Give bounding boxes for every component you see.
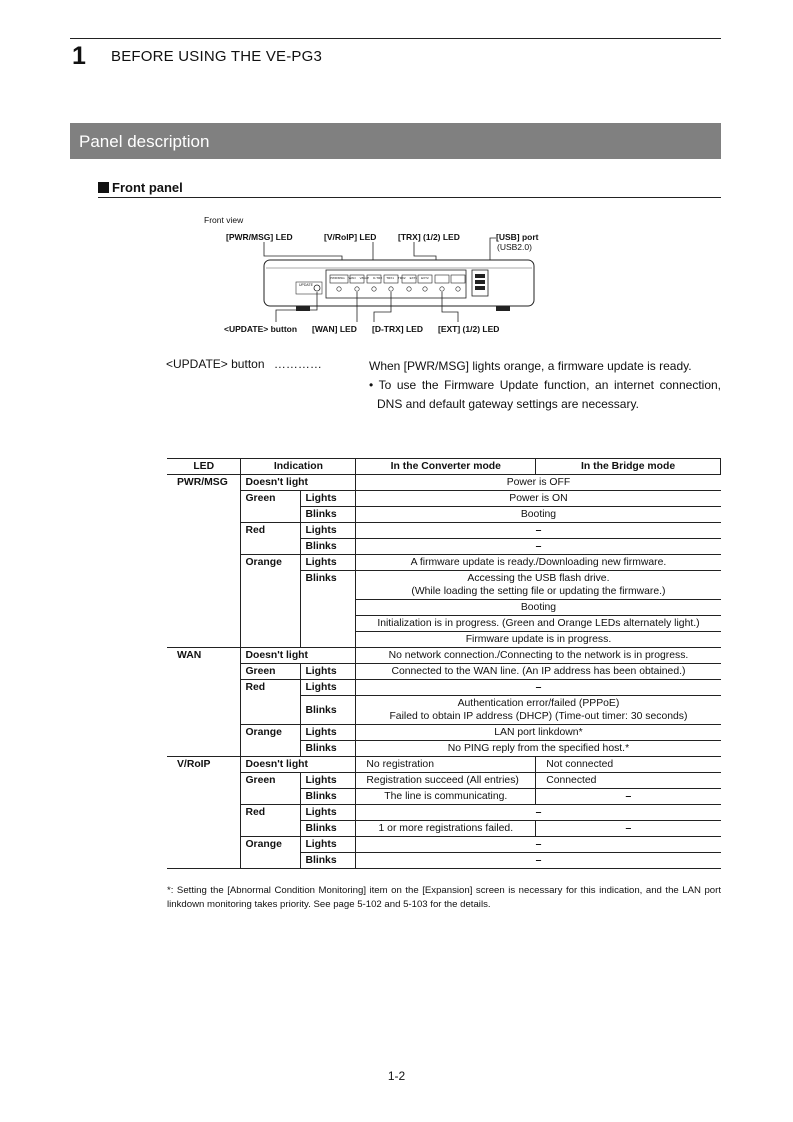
table-row: Red Lights – [167, 523, 721, 539]
pwr-msg-led-label: [PWR/MSG] LED [226, 232, 293, 242]
table-row: Blinks Authentication error/failed (PPPoE) Failed to obtain IP address (DHCP) (Time-out timer: 30 seconds) [167, 696, 721, 725]
ext-led-label: [EXT] (1/2) LED [438, 324, 500, 334]
chapter-title: BEFORE USING THE VE-PG3 [111, 48, 323, 65]
table-row: Blinks Booting [167, 507, 721, 523]
usb-port-sublabel: (USB2.0) [497, 242, 532, 252]
table-row: Blinks 1 or more registrations failed. – [167, 821, 721, 837]
table-row: Blinks Accessing the USB flash drive. (While loading the setting file or updating the firmware.) [167, 571, 721, 600]
top-rule [70, 38, 721, 39]
table-row: Red Lights – [167, 680, 721, 696]
front-panel-diagram [196, 212, 556, 342]
front-view-label: Front view [204, 215, 244, 225]
update-description-term: <UPDATE> button ………… [166, 357, 322, 371]
table-header-row: LED Indication In the Converter mode In the Bridge mode [167, 459, 721, 475]
table-row: Blinks The line is communicating. – [167, 789, 721, 805]
table-row: Blinks No PING reply from the specified host.* [167, 741, 721, 757]
table-row: Green Lights Registration succeed (All entries) Connected [167, 773, 721, 789]
table-row: Red Lights – [167, 805, 721, 821]
panel-led-text: PWR/MSG WAN V/RoIP D-TRX TRX1 TRX2 EXT1 EXT2 [330, 276, 429, 280]
table-row: Green Lights Power is ON [167, 491, 721, 507]
update-button-label: <UPDATE> button [224, 324, 298, 334]
table-row: Orange Lights – [167, 837, 721, 853]
table-row: Blinks – [167, 539, 721, 555]
panel-update-text: UPDATE [299, 283, 313, 287]
v-roip-led-label: [V/RoIP] LED [324, 232, 377, 242]
table-row: Orange Lights A firmware update is ready./Downloading new firmware. [167, 555, 721, 571]
d-trx-led-label: [D-TRX] LED [372, 324, 423, 334]
table-row: Booting [167, 600, 721, 616]
trx-led-label: [TRX] (1/2) LED [398, 232, 460, 242]
led-indication-table [167, 458, 721, 869]
section-title: Panel description [70, 123, 721, 159]
table-row: PWR/MSG Doesn't light Power is OFF [167, 475, 721, 491]
table-row: V/RoIP Doesn't light No registration Not connected [167, 757, 721, 773]
usb-port-label: [USB] port [496, 232, 539, 242]
table-row: Firmware update is in progress. [167, 632, 721, 648]
table-row: Blinks – [167, 853, 721, 869]
update-description: When [PWR/MSG] lights orange, a firmware update is ready. • To use the Firmware Update function, an internet connection, DNS and default gateway settings are necessary. [369, 359, 721, 411]
footnote: *: Setting the [Abnormal Condition Monitoring] item on the [Expansion] screen is necessary for this indication, and the LAN port linkdown monitoring takes priority. See page 5-102 and 5-103 for the details. [167, 885, 721, 910]
page-number: 1-2 [387, 1069, 406, 1083]
square-bullet-icon [98, 182, 109, 193]
table-row: WAN Doesn't light No network connection./Connecting to the network is in progress. [167, 648, 721, 664]
table-row: Initialization is in progress. (Green and Orange LEDs alternately light.) [167, 616, 721, 632]
table-row: Green Lights Connected to the WAN line. (An IP address has been obtained.) [167, 664, 721, 680]
chapter-number: 1 [72, 42, 86, 70]
wan-led-label: [WAN] LED [312, 324, 357, 334]
table-row: Orange Lights LAN port linkdown* [167, 725, 721, 741]
subsection-title: Front panel [112, 180, 183, 195]
subsection-heading [98, 180, 721, 198]
